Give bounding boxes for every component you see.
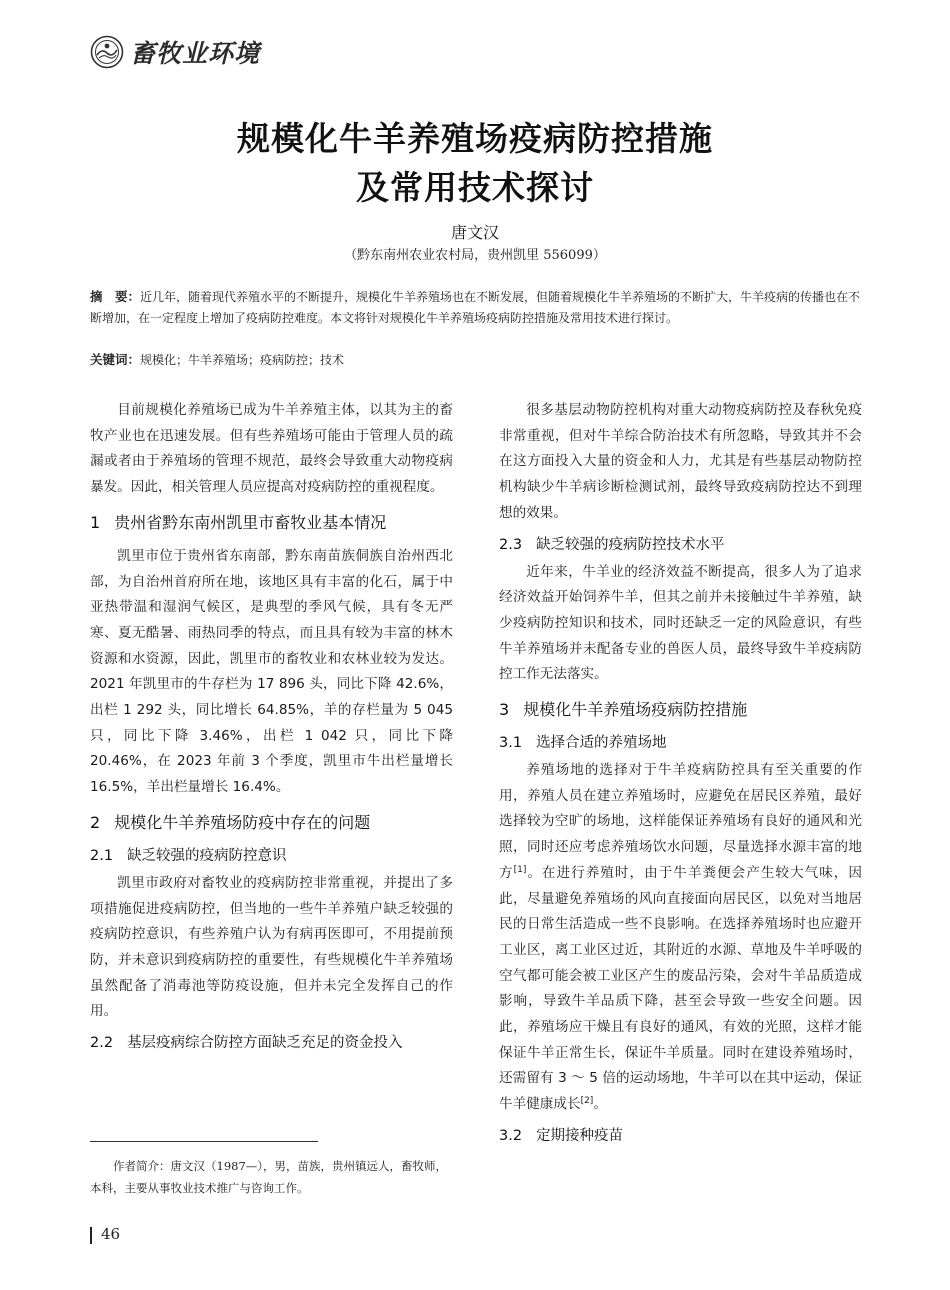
section-1-paragraph: 凯里市位于贵州省东南部，黔东南苗族侗族自治州西北部，为自治州首府所在地，该地区具有丰富的化石，属于中亚热带温和湿润气候区，是典型的季风气候，具有冬无严寒、夏无酷暑、雨热同季的特点，而且具有较为丰富的林木资源和水资源，因此，凯里市的畜牧业和农林业较为发达。2021 年凯里市的牛存栏为 17 896 头，同比下降 42.6%，出栏 1 292 头，同比增长 64.85%，羊的存栏量为 5 045 只，同比下降 3.46%，出栏 1 042 只，同比下降 20.46%，在 2023 年前 3 个季度，凯里市牛出栏量增长 16.5%，羊出栏量增长 16.4%。 [90,547,453,796]
author-affiliation: （黔东南州农业农村局，贵州凯里 556099） [344,248,606,263]
section-title: 基层疫病综合防控方面缺乏充足的资金投入 [127,1035,403,1052]
section-number: 2.3 [499,536,523,553]
intro-paragraph: 目前规模化养殖场已成为牛羊养殖主体，以其为主的畜牧产业也在迅速发展。但有些养殖场可能由于管理人员的疏漏或者由于养殖场的管理不规范，最终会导致重大动物疫病暴发。因此，相关管理人员应提高对疫病防控的重视程度。 [90,402,453,496]
section-number: 3.2 [499,1127,523,1144]
section-title: 规模化牛羊养殖场防疫中存在的问题 [114,812,371,832]
abstract-text: 近几年，随着现代养殖水平的不断提升，规模化牛羊养殖场也在不断发展，但随着规模化牛羊养殖场的不断扩大，牛羊疫病的传播也在不断增加，在一定程度上增加了疫病防控难度。本文将针对规模化牛羊养殖场疫病防控措施及常用技术进行探讨。 [90,290,861,325]
section-2-1-paragraph: 凯里市政府对畜牧业的疫病防控非常重视，并提出了多项措施促进疫病防控，但当地的一些牛羊养殖户缺乏较强的疫病防控意识，有些养殖户认为有病再医即可，不用提前预防，并未意识到疫病防控的重要性，有些规模化牛羊养殖场虽然配备了消毒池等防疫设施，但并未完全发挥自己的作用。 [90,874,453,1020]
section-2-3-paragraph: 近年来，牛羊业的经济效益不断提高，很多人为了追求经济效益开始饲养牛羊，但其之前并未接触过牛羊养殖，缺少疫病防控知识和技术，同时还缺乏一定的风险意识，有些牛羊养殖场并未配备专业的兽医人员，最终导致牛羊疫病防控工作无法落实。 [499,563,862,683]
reference-citation[interactable]: [2] [580,1096,594,1107]
section-3-heading [499,698,862,722]
paragraph-text: 养殖场地的选择对于牛羊疫病防控具有至关重要的作用，养殖人员在建立养殖场时，应避免在居民区养殖，最好选择较为空旷的场地，这样能保证养殖场有良好的通风和光照，同时还应考虑养殖场饮水问题，尽量选择水源丰富的地方 [499,762,862,881]
section-3-2-heading [499,1124,862,1148]
section-title: 定期接种疫苗 [536,1127,624,1144]
section-2-2-heading [90,1031,453,1055]
page-number: 46 [101,1225,121,1243]
section-number: 1 [90,512,101,532]
section-number: 3.1 [499,735,523,752]
paragraph-text: 。在进行养殖时，由于牛羊粪便会产生较大气味，因此，尽量避免养殖场的风向直接面向居民区，以免对当地居民的日常生活造成一些不良影响。在选择养殖场时也应避开工业区，离工业区过近，其附近的水源、草地及牛羊呼吸的空气都可能会被工业区产生的废品污染，会对牛羊品质造成影响，导致牛羊品质下降，甚至会导致一些安全问题。因此，养殖场应干燥且有良好的通风，有效的光照，这样才能保证牛羊正常生长，保证牛羊质量。同时在建设养殖场时，还需留有 3 ～ 5 倍的运动场地，牛羊可以在其中运动，保证牛羊健康成长 [499,864,862,1113]
section-number: 2.2 [90,1035,114,1052]
section-2-heading [90,811,453,835]
page-number-bar [90,1227,92,1244]
section-1-heading [90,511,453,535]
author-footnote: 作者简介：唐文汉（1987—），男，苗族，贵州镇远人，畜牧师，本科，主要从事牧业技术推广与咨询工作。 [90,1159,448,1195]
keywords [90,349,862,371]
section-title: 缺乏较强的疫病防控技术水平 [536,536,725,553]
section-title: 缺乏较强的疫病防控意识 [127,847,287,864]
abstract-label: 摘 要： [90,289,141,304]
right-column [499,398,862,1151]
section-title: 规模化牛羊养殖场疫病防控措施 [523,700,748,720]
article-title-line-1: 规模化牛羊养殖场疫病防控措施 [237,119,713,158]
section-number: 3 [499,700,510,720]
journal-name: 畜牧业环境 [130,39,261,68]
section-title: 选择合适的养殖场地 [536,735,667,752]
footnote-divider [90,1141,318,1142]
section-title: 贵州省黔东南州凯里市畜牧业基本情况 [114,512,387,532]
keywords-text: 规模化；牛羊养殖场；疫病防控；技术 [140,353,345,367]
abstract [90,286,862,329]
reference-citation[interactable]: [1] [513,864,527,875]
left-column [90,398,453,1058]
article-title-line-2: 及常用技术探讨 [356,168,594,207]
section-3-1-heading [499,731,862,755]
section-number: 2.1 [90,847,114,864]
section-2-1-heading [90,844,453,868]
journal-emblem-icon [90,35,124,69]
journal-header [90,34,260,70]
section-2-3-heading [499,533,862,557]
section-3-1-paragraph [499,758,862,1118]
keywords-label: 关键词： [90,352,141,367]
paragraph-text: 。 [593,1096,607,1113]
author-name: 唐文汉 [450,223,499,242]
section-2-2-paragraph: 很多基层动物防控机构对重大动物疫病防控及春秋免疫非常重视，但对牛羊综合防治技术有所忽略，导致其并不会在这方面投入大量的资金和人力，尤其是有些基层动物防控机构缺少牛羊病诊断检测试剂，最终导致疫病防控达不到理想的效果。 [499,402,862,521]
section-number: 2 [90,812,101,832]
